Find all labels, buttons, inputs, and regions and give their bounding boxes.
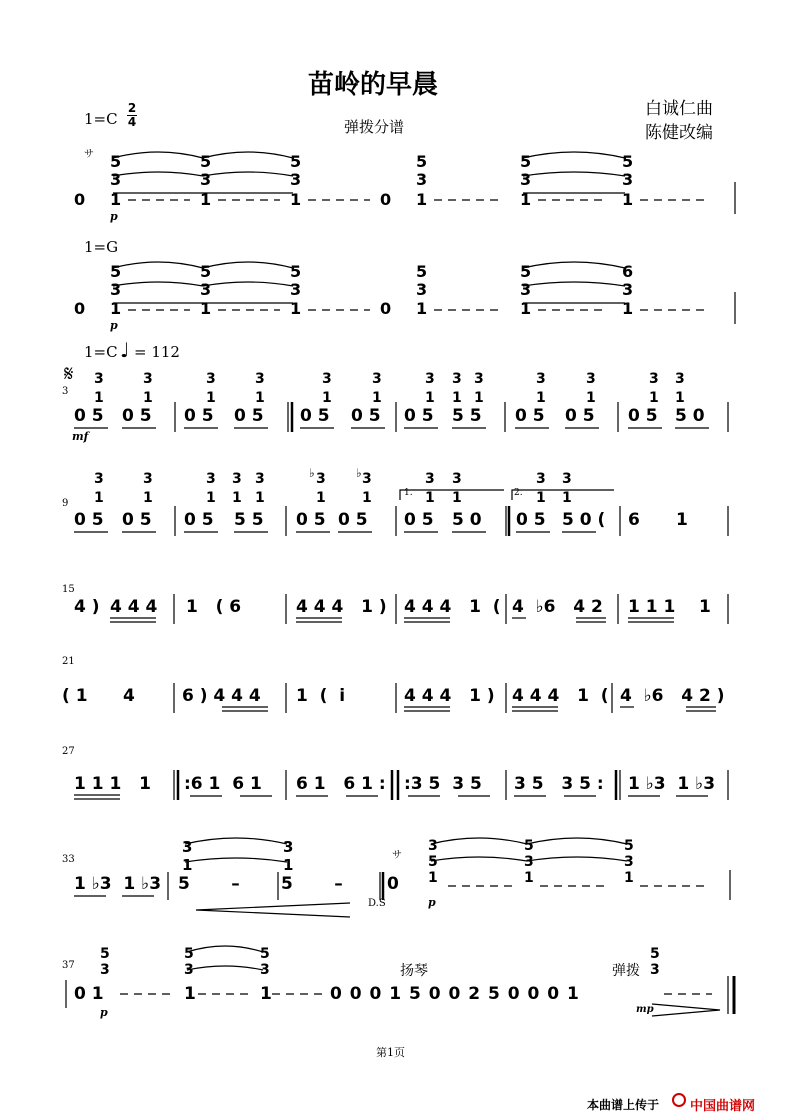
note-group: 0 5 xyxy=(404,510,434,530)
chord-note-root: 1 xyxy=(622,299,634,318)
chord-note-mid: 3 xyxy=(200,170,212,189)
chord-note-top: 5 xyxy=(110,152,122,171)
note-group: 0 5 xyxy=(74,406,104,426)
note-group: 4 ♭6 4 2 ) xyxy=(620,686,725,706)
chord-note-root: 1 xyxy=(520,299,532,318)
note-group: 1 xyxy=(184,984,196,1004)
note-group: 0 5 xyxy=(122,510,152,530)
chord-note-mid: 3 xyxy=(110,170,122,189)
chord-tones: 3 1 xyxy=(322,371,332,406)
yangqin-label: 扬琴 xyxy=(400,963,428,979)
chord-note-top: 5 xyxy=(290,262,302,281)
upload-note: 本曲谱上传于 xyxy=(587,1098,660,1112)
chord-tones: 3 1 xyxy=(255,371,265,406)
rest-note: 0 xyxy=(380,299,392,318)
dynamic-p: p xyxy=(110,210,118,223)
chord-tones: 3 5 1 xyxy=(428,838,438,886)
chord-note-top: 5 xyxy=(110,262,122,281)
note-group: 5 0 ( xyxy=(562,510,606,530)
chord-tones: 5 3 xyxy=(184,946,194,978)
measure-number: 27 xyxy=(62,746,75,757)
measure-number: 33 xyxy=(62,854,75,865)
chord-note-root: 1 xyxy=(290,190,302,209)
chord-tones: 3 1 xyxy=(536,371,546,406)
note-group: 5 0 xyxy=(675,406,705,426)
note-group: 1 ♭3 1 ♭3 xyxy=(628,774,716,794)
chord-note-top: 5 xyxy=(290,152,302,171)
dynamic-mf: mf xyxy=(72,430,89,443)
ds-mark: D.S xyxy=(368,898,386,909)
chord-tones: 3 1 xyxy=(206,471,216,506)
note-group: 1 xyxy=(260,984,272,1004)
chord-tones: 3 1 xyxy=(283,838,294,874)
note-group: 6 ) 4 4 4 xyxy=(182,686,261,706)
chord-tones: 3 1 xyxy=(143,471,153,506)
key-signature: 1=C xyxy=(84,343,118,361)
note-group: 3 5 3 5 : xyxy=(514,774,604,794)
flat-icon: ♭ xyxy=(356,466,362,480)
site-name[interactable]: 中国曲谱网 xyxy=(690,1099,756,1114)
chord-tones: 5 3 xyxy=(650,946,660,978)
rest-note: 0 xyxy=(74,190,86,209)
note-group: 0 5 xyxy=(122,406,152,426)
chord-note-top: 5 xyxy=(200,262,212,281)
chord-tones: 3 1 xyxy=(536,471,546,506)
note-group: 0 5 xyxy=(234,406,264,426)
note-group: 0 5 xyxy=(351,406,381,426)
time-sig-top: 2 xyxy=(127,101,137,115)
chord-tones: 3 1 xyxy=(182,838,193,874)
note-group: :3 5 3 5 xyxy=(404,774,482,794)
chord-tones: 3 1 xyxy=(452,371,462,406)
chord-tones: 3 1 xyxy=(425,371,435,406)
chord-note-root: 1 xyxy=(520,190,532,209)
measure-number: 21 xyxy=(62,656,75,667)
note-group: 0 1 xyxy=(74,984,104,1004)
note-group: 0 5 xyxy=(628,406,658,426)
chord-tones: 3 1 xyxy=(94,371,104,406)
note-group: 0 5 xyxy=(515,406,545,426)
measure-number: 9 xyxy=(62,498,69,509)
volta-1: 1. xyxy=(404,488,413,498)
chord-note-mid: 3 xyxy=(110,280,122,299)
chord-note-mid: 3 xyxy=(520,170,532,189)
note-group: 0 5 xyxy=(184,406,214,426)
chord-note-top: 5 xyxy=(416,152,428,171)
note-group: 1 ( i xyxy=(296,686,346,706)
note-group: ( 1 4 xyxy=(62,686,135,706)
score-title: 苗岭的早晨 xyxy=(308,70,439,100)
dynamic-mp: mp xyxy=(636,1004,654,1015)
chord-note-mid: 3 xyxy=(200,280,212,299)
chord-tones: 5 3 1 xyxy=(524,838,534,886)
chord-note-root: 1 xyxy=(290,299,302,318)
note-group: 1 xyxy=(676,510,688,530)
chord-tones: 3 1 xyxy=(94,471,104,506)
chord-note-root: 1 xyxy=(200,299,212,318)
chord-tones: 3 1 xyxy=(562,471,572,506)
key-signature: 1=C xyxy=(84,110,118,128)
chord-tones: 3 1 xyxy=(425,471,435,506)
note-group: 0 5 xyxy=(184,510,214,530)
chord-note-mid: 3 xyxy=(416,170,428,189)
chord-tones: 3 1 xyxy=(362,471,372,506)
tempo-marking: = 112 xyxy=(134,343,180,361)
chord-note-top: 6 xyxy=(622,262,634,281)
chord-tones: 3 1 xyxy=(232,471,242,506)
chord-note-root: 1 xyxy=(200,190,212,209)
part-subtitle: 弹拨分谱 xyxy=(344,118,405,136)
chord-tones: 3 1 xyxy=(316,471,326,506)
chord-note-mid: 3 xyxy=(290,280,302,299)
note-group: 1 ♭3 1 ♭3 xyxy=(74,874,162,894)
composer-credit: 白诚仁曲 xyxy=(645,99,713,119)
note-group: 6 xyxy=(628,510,640,530)
chord-tones: 3 1 xyxy=(452,471,462,506)
quarter-note-icon: ♩ xyxy=(120,338,130,362)
note-group: 5 5 xyxy=(452,406,482,426)
note-group: 0 5 xyxy=(74,510,104,530)
chord-tones: 3 1 xyxy=(255,471,265,506)
note-group: 0 5 xyxy=(516,510,546,530)
chord-note-mid: 3 xyxy=(622,280,634,299)
note-group: 0 5 xyxy=(338,510,368,530)
note-group: 4 4 4 1 ( xyxy=(512,686,609,706)
note-group: 5 5 xyxy=(234,510,264,530)
chord-note-root: 1 xyxy=(110,190,122,209)
chord-note-top: 5 xyxy=(520,262,532,281)
note-group: 1 1 1 1 xyxy=(628,597,711,617)
note-group: 0 5 xyxy=(300,406,330,426)
note-group: 4 4 4 1 ( xyxy=(404,597,501,617)
chord-note-top: 5 xyxy=(200,152,212,171)
note-group: 4 ♭6 4 2 xyxy=(512,597,603,617)
chord-tones: 5 3 xyxy=(260,946,270,978)
dynamic-p: p xyxy=(110,319,118,332)
note-group: 6 1 6 1 : xyxy=(296,774,386,794)
chord-note-mid: 3 xyxy=(520,280,532,299)
rest-note: 0 xyxy=(74,299,86,318)
note-group: 1 ( 6 xyxy=(186,597,242,617)
note-group: 0 5 xyxy=(404,406,434,426)
chord-note-top: 5 xyxy=(416,262,428,281)
measure-number: 15 xyxy=(62,584,75,595)
arranger-credit: 陈健改编 xyxy=(645,123,713,143)
rest-note: 0 xyxy=(387,874,399,894)
chord-tones: 3 1 xyxy=(649,371,659,406)
note-group: 5 0 xyxy=(452,510,482,530)
chord-note-root: 1 xyxy=(622,190,634,209)
volta-2: 2. xyxy=(514,488,523,498)
chord-note-mid: 3 xyxy=(290,170,302,189)
time-sig-bottom: 4 xyxy=(127,115,137,129)
measure-number: 3 xyxy=(62,386,69,397)
note-group: :6 1 6 1 xyxy=(184,774,262,794)
sa-mark: サ xyxy=(392,850,402,861)
chord-tones: 3 1 xyxy=(586,371,596,406)
key-signature: 1=G xyxy=(84,238,119,256)
segno-icon: 𝄋 xyxy=(64,362,74,387)
dynamic-p: p xyxy=(100,1006,108,1019)
note-group: 4 4 4 1 ) xyxy=(296,597,387,617)
note-group: 4 4 4 xyxy=(110,597,158,617)
note-group: 0 5 xyxy=(565,406,595,426)
chord-note-mid: 3 xyxy=(416,280,428,299)
chord-note-top: 5 xyxy=(520,152,532,171)
rest-note: 0 xyxy=(380,190,392,209)
note-group: 0 0 0 1 5 0 0 2 5 0 0 0 1 xyxy=(330,984,580,1004)
note-group: 5 – xyxy=(281,874,343,894)
note-group: 4 4 4 1 ) xyxy=(404,686,495,706)
chord-note-top: 5 xyxy=(622,152,634,171)
chord-note-root: 1 xyxy=(416,299,428,318)
chord-note-root: 1 xyxy=(110,299,122,318)
chord-tones: 5 3 1 xyxy=(624,838,634,886)
chord-tones: 5 3 xyxy=(100,946,110,978)
chord-note-root: 1 xyxy=(416,190,428,209)
page-number: 第1页 xyxy=(376,1046,405,1059)
note-group: 5 – xyxy=(178,874,240,894)
sa-mark: サ xyxy=(84,149,94,160)
chord-tones: 3 1 xyxy=(372,371,382,406)
note-group: 1 1 1 1 xyxy=(74,774,151,794)
note-group: 4 ) xyxy=(74,597,100,617)
dynamic-p: p xyxy=(428,896,436,909)
chord-tones: 3 1 xyxy=(206,371,216,406)
chord-tones: 3 1 xyxy=(474,371,484,406)
tanbo-label: 弹拨 xyxy=(612,963,640,979)
flat-icon: ♭ xyxy=(309,466,315,480)
chord-note-mid: 3 xyxy=(622,170,634,189)
note-group: 0 5 xyxy=(296,510,326,530)
chord-tones: 3 1 xyxy=(675,371,685,406)
chord-tones: 3 1 xyxy=(143,371,153,406)
measure-number: 37 xyxy=(62,960,75,971)
